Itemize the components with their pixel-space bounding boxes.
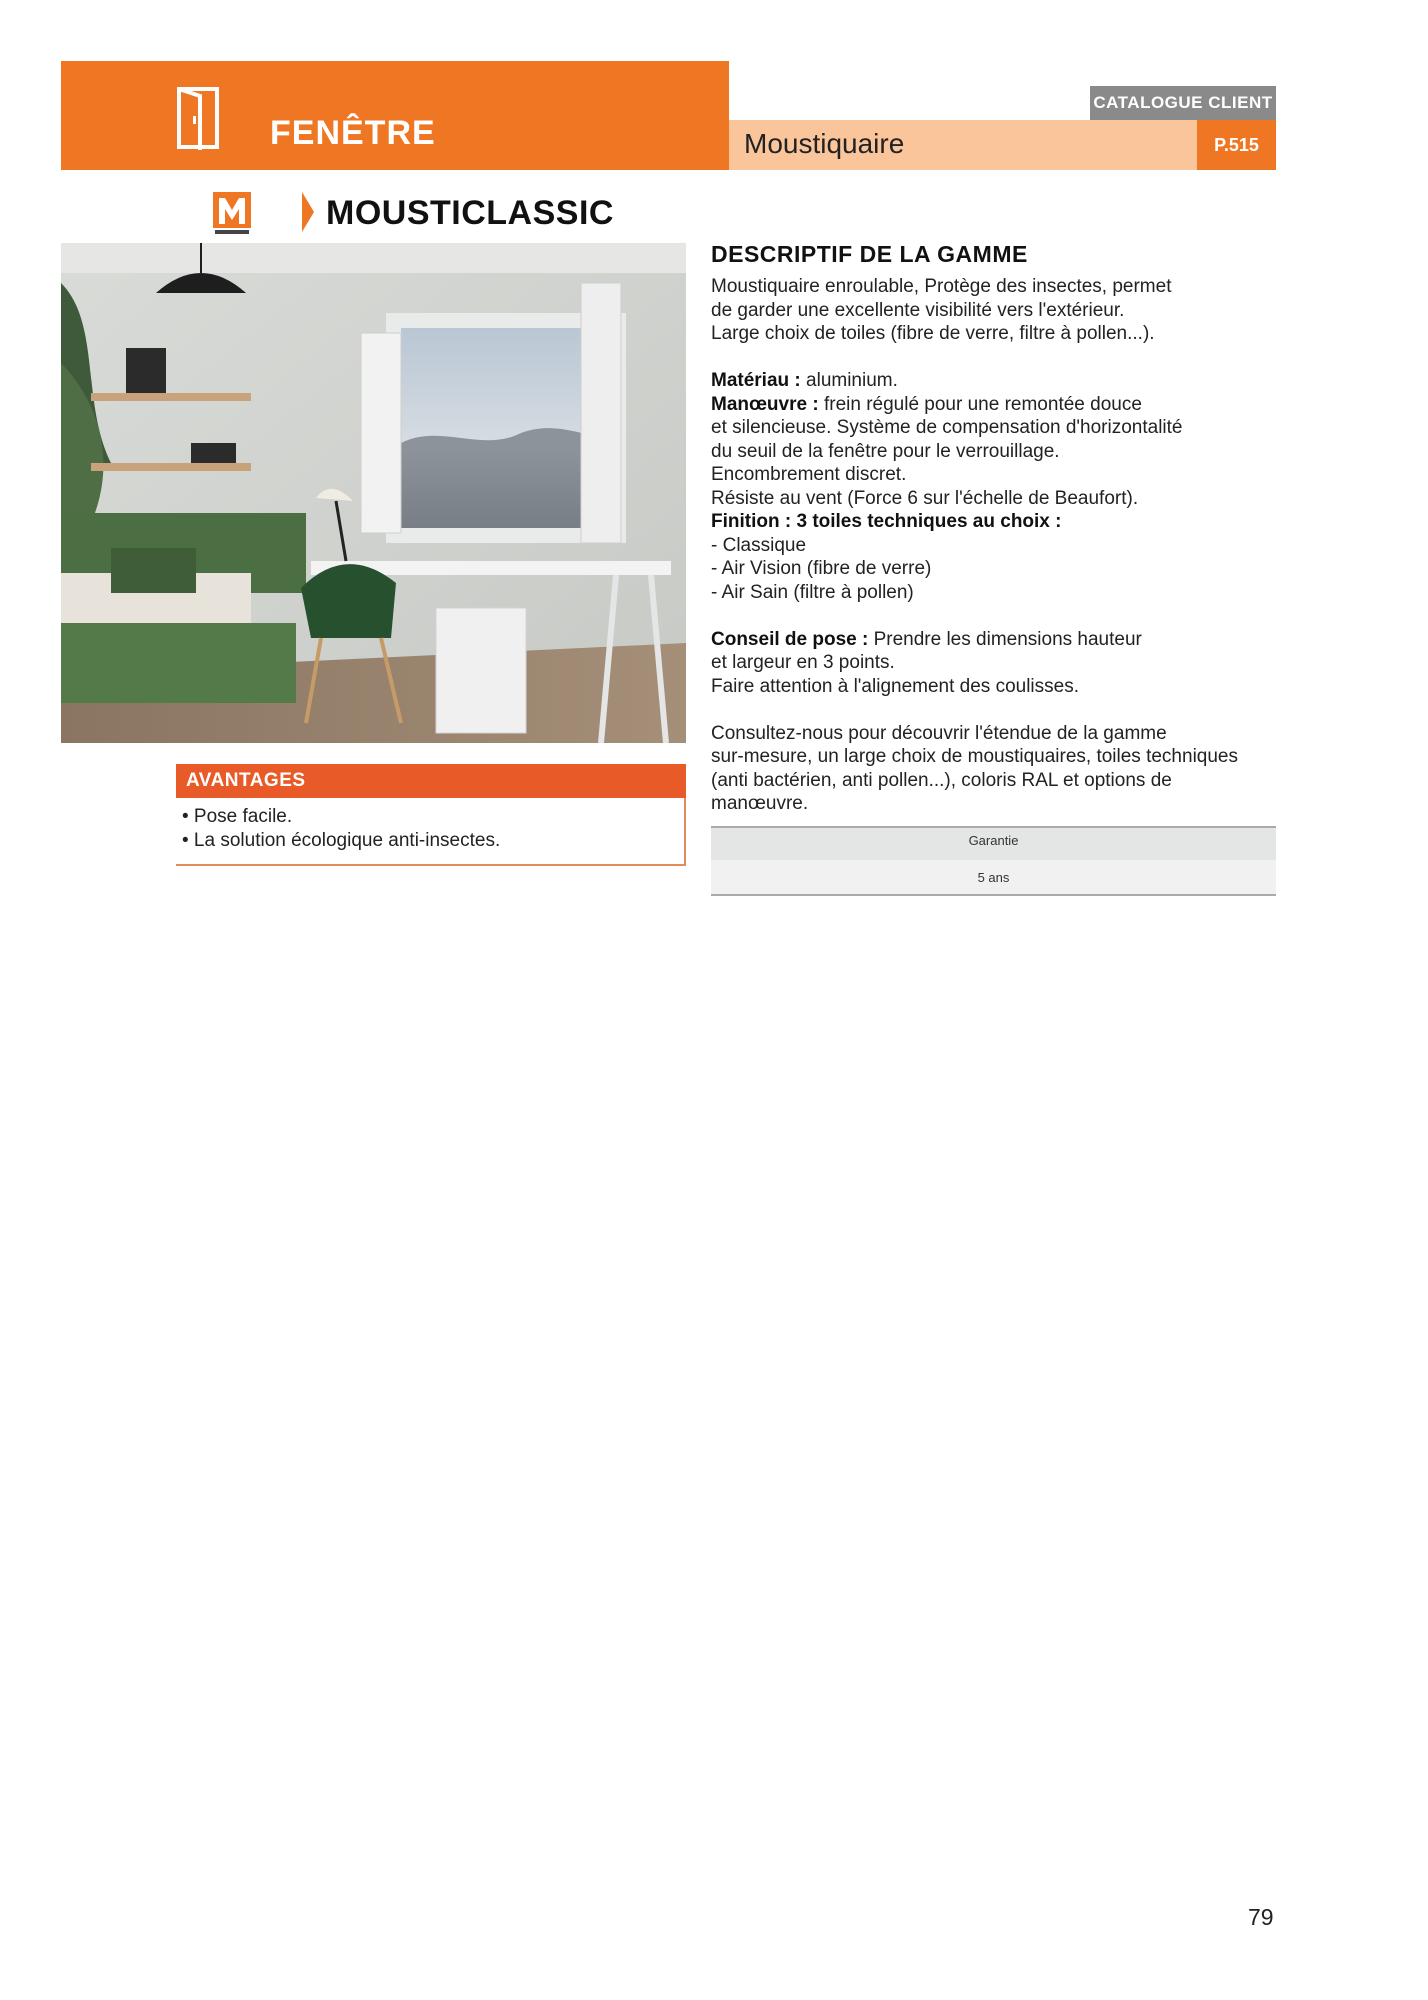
chevron-right-icon xyxy=(300,190,316,234)
text-line: et largeur en 3 points. xyxy=(711,652,895,673)
text-line: de garder une excellente visibilité vers l'extérieur. xyxy=(711,299,1125,321)
manoeuvre-value: frein régulé pour une remontée douce xyxy=(818,393,1142,415)
materiau-label: Matériau : xyxy=(711,370,801,391)
finition-label-text: Finition : 3 toiles techniques au choix : xyxy=(711,511,1062,532)
advantages-list xyxy=(176,798,686,866)
finition-label xyxy=(711,510,1291,534)
door-icon xyxy=(176,86,220,150)
list-item: - Air Vision (fibre de verre) xyxy=(711,558,932,579)
conseil-label: Conseil de pose : xyxy=(711,628,869,650)
page-reference-badge: P.515 xyxy=(1197,120,1276,170)
text-line: Résiste au vent (Force 6 sur l'échelle de Beaufort). xyxy=(711,487,1139,509)
catalogue-badge: CATALOGUE CLIENT xyxy=(1090,86,1276,120)
materiau-line xyxy=(711,369,1291,393)
manoeuvre-label: Manœuvre : xyxy=(711,393,819,415)
product-title: MOUSTICLASSIC xyxy=(326,194,614,232)
list-item: • Pose facile. xyxy=(182,806,293,827)
product-photo-bedroom xyxy=(61,243,686,743)
mariton-logo-icon xyxy=(213,192,251,236)
section-title: FENÊTRE xyxy=(270,114,436,152)
list-item: - Air Sain (filtre à pollen) xyxy=(711,581,914,603)
conseil-line xyxy=(711,628,1291,652)
text-line: du seuil de la fenêtre pour le verrouillage. xyxy=(711,440,1060,462)
manoeuvre-line xyxy=(711,393,1291,417)
subcategory-title: Moustiquaire xyxy=(744,128,905,159)
description-heading: DESCRIPTIF DE LA GAMME xyxy=(711,241,1028,267)
text-line: manœuvre. xyxy=(711,793,809,814)
page-number: 79 xyxy=(1248,1904,1274,1930)
text-line: sur-mesure, un large choix de moustiquaires, toiles techniques xyxy=(711,746,1238,767)
text-line: Consultez-nous pour découvrir l'étendue de la gamme xyxy=(711,722,1167,744)
materiau-value: aluminium. xyxy=(800,370,898,391)
table-cell: 5 ans xyxy=(711,860,1276,896)
text-line: et silencieuse. Système de compensation d'horizontalité xyxy=(711,417,1183,438)
text-line: Moustiquaire enroulable, Protège des insectes, permet xyxy=(711,276,1172,297)
warranty-table xyxy=(711,826,1276,896)
list-item: - Classique xyxy=(711,534,807,556)
table-header-cell: Garantie xyxy=(711,826,1276,860)
description-body xyxy=(711,275,1291,816)
list-item: • La solution écologique anti-insectes. xyxy=(182,830,501,851)
text-line: Large choix de toiles (fibre de verre, filtre à pollen...). xyxy=(711,323,1155,344)
advantages-heading: AVANTAGES xyxy=(176,764,686,798)
text-line: (anti bactérien, anti pollen...), coloris RAL et options de xyxy=(711,769,1172,791)
text-line: Encombrement discret. xyxy=(711,464,907,485)
conseil-value: Prendre les dimensions hauteur xyxy=(868,628,1142,650)
text-line: Faire attention à l'alignement des coulisses. xyxy=(711,675,1079,697)
